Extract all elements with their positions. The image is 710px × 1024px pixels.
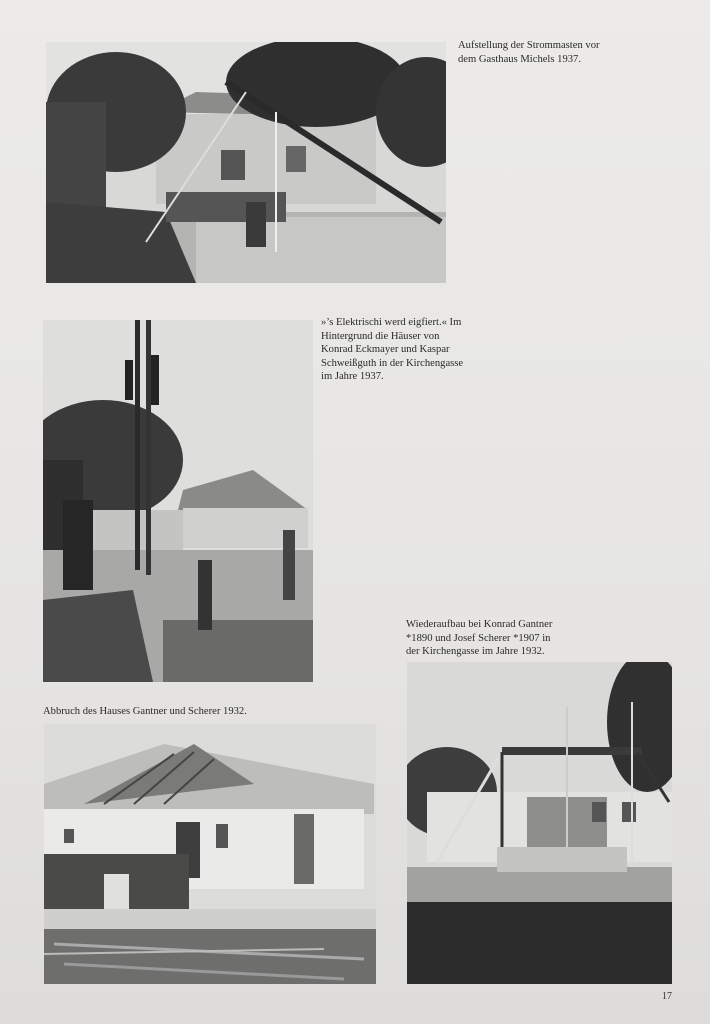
caption-photo3: Wiederaufbau bei Konrad Gantner *1890 und Josef Scherer *1907 in der Kirchengasse im Jahre 1932.: [406, 619, 553, 658]
photo-reconstruction: [407, 662, 672, 984]
page-number: 17: [662, 991, 672, 1002]
caption-photo4: Abbruch des Hauses Gantner und Scherer 1932.: [43, 706, 247, 717]
caption-photo1: Aufstellung der Strommasten vor dem Gasthaus Michels 1937.: [458, 40, 600, 65]
photo-electric-pole: [43, 320, 313, 682]
caption-photo2: »’s Elektrischi werd eigfiert.« Im Hintergrund die Häuser von Konrad Eckmayer und Kaspar Schweißguth in der Kirchengasse im Jahre 1937.: [321, 317, 464, 383]
photo-poles-guesthouse: [46, 42, 446, 283]
photo-demolition: [44, 724, 376, 984]
